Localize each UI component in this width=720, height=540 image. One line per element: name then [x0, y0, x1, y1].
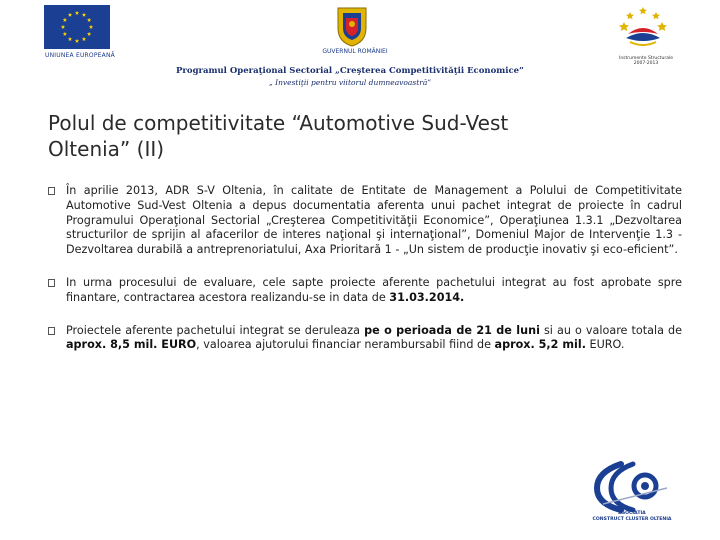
eu-caption: UNIUNEA EUROPEANĂ [45, 52, 115, 59]
eu-flag-icon [44, 5, 110, 49]
square-bullet-icon [48, 279, 55, 287]
header [0, 0, 720, 100]
bullet-3-part2: si au o valoare totala de [539, 323, 682, 337]
bullet-1-text: În aprilie 2013, ADR S-V Oltenia, în calitate de Entitate de Management a Polului de Competitivitate Automotive Sud-Vest Oltenia a depus documentatia aferenta unui pachet integrat de proiecte în cadrul Programului Operaţional Sectorial „Creşterea Competitivităţii Economice”, Operaţiunea 1.3.1 „Dezvoltarea structurilor de sprijin al afacerilor de interes naţional şi internaţional”, Domeniul Major de Intervenţie 1.3 - Dezvoltarea durabilă a antreprenoriatului, Axa Prioritară 1 - „Un sistem de producţie inovativ şi eco-eficient”. [66, 184, 682, 257]
bullet-3-part3: , valoarea ajutorului financiar nerambursabil fiind de [196, 338, 495, 352]
square-bullet-icon [48, 187, 55, 195]
bullet-2-text: In urma procesului de evaluare, cele sapte proiecte aferente pachetului integrat au fost aprobate spre finantare, contractarea acestora realizandu-se in data de [66, 275, 682, 304]
bullet-item-2 [48, 276, 682, 306]
is-caption [606, 56, 686, 67]
program-title: Programul Operaţional Sectorial „Creşterea Competitivităţii Economice” [176, 66, 524, 76]
bullet-list [48, 184, 682, 353]
structural-instruments-logo-icon [614, 4, 672, 54]
slide-title-line1: Polul de competitivitate “Automotive Sud-Vest [48, 111, 509, 135]
total-value: aprox. 8,5 mil. EURO [66, 338, 197, 352]
project-period: pe o perioada de 21 de luni [364, 323, 540, 337]
footer-caption-line2: CONSTRUCT CLUSTER OLTENIA [592, 516, 672, 522]
bullet-3-part1: Proiectele aferente pachetului integrat se deruleaza [66, 323, 365, 337]
is-caption-line2: 2007-2013 [633, 61, 659, 67]
square-bullet-icon [48, 327, 55, 335]
program-motto: „ Investiţii pentru viitorul dumneavoastră” [268, 78, 432, 87]
grant-value: aprox. 5,2 mil. [494, 338, 586, 352]
slide-title-line2: Oltenia” (II) [48, 137, 165, 161]
footer-caption [580, 511, 684, 522]
romania-coat-of-arms-icon [334, 4, 370, 48]
footer-caption-line1: ASOCIATIA [618, 511, 646, 516]
slide-title [48, 110, 688, 162]
bullet-item-3 [48, 324, 682, 354]
gov-caption: GUVERNUL ROMÂNIEI [322, 48, 388, 55]
construct-cluster-logo-icon [583, 458, 677, 514]
bullet-item-1 [48, 184, 682, 258]
contract-date: 31.03.2014. [389, 290, 465, 304]
is-caption-line1: Instrumente Structurale [619, 56, 673, 61]
bullet-3-part4: EURO. [585, 338, 625, 352]
